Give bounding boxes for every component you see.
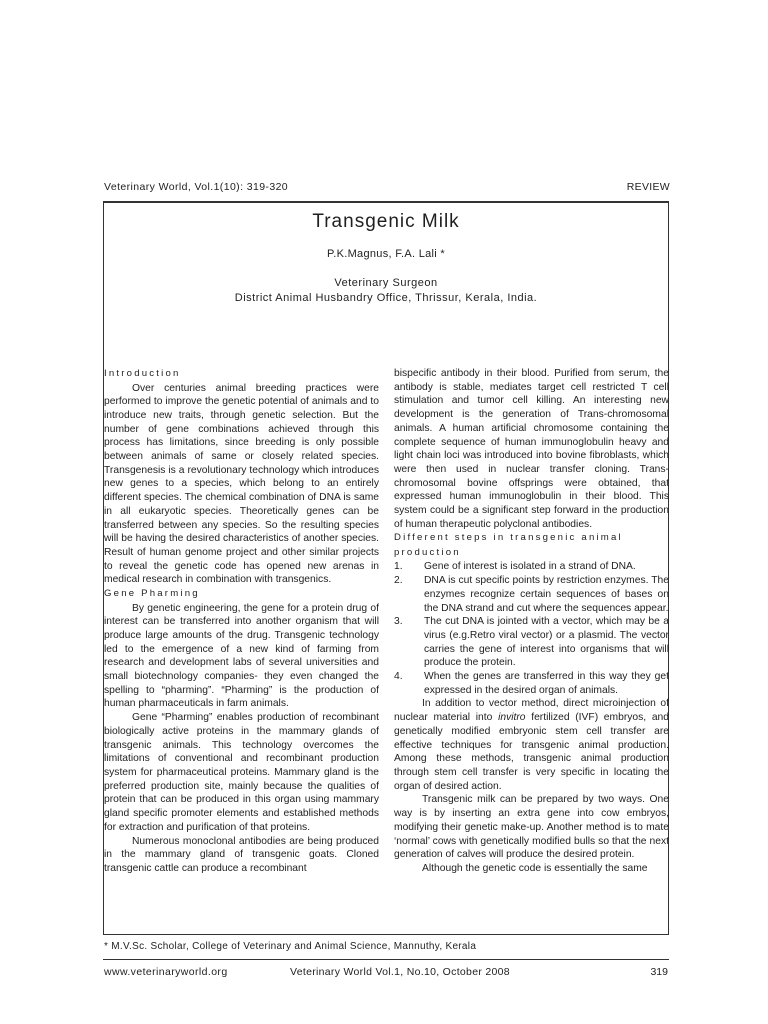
paragraph: Gene “Pharming” enables production of recombinant biologically active proteins in the mammary glands of transgenic animals. This technology overcomes the limitations of conventional and recombinant production system for pharmaceutical proteins. Mammary gland is the preferred production site, mainly because the qualities of protein that can be produced in this organ using mammary gland specific promoter elements and established methods for extraction and purification of that proteins. bbox=[104, 712, 379, 833]
paragraph: Over centuries animal breeding practices were performed to improve the genetic potential of animals and to introduce new traits, through genetic selection. But the number of gene combinations achieved through this process has limitations, since breeding is only possible between animals of same or closely related species. Transgenesis is a revolutionary technology which introduces new genes to a species, which belong to an entirely different species. The chemical combination of DNA is same in all eukaryotic species. Theoretically genes can be transferred between any species. So the resulting species will be having the desired characteristics of another species. Result of human genome project and other similar projects to reveal the genetic code has opened new arenas in medical research in combination with transgenics. bbox=[104, 382, 379, 586]
footer-website: www.veterinaryworld.org bbox=[104, 966, 228, 978]
list-item bbox=[394, 574, 669, 615]
article-title: Transgenic Milk bbox=[312, 211, 460, 232]
list-text: Gene of interest is isolated in a strand of DNA. bbox=[424, 561, 636, 573]
affiliation-line-1: Veterinary Surgeon bbox=[334, 277, 438, 289]
list-number: 1. bbox=[394, 561, 403, 573]
right-column bbox=[394, 367, 669, 876]
article-type: REVIEW bbox=[626, 181, 670, 193]
list-number: 3. bbox=[394, 616, 403, 628]
footer-divider bbox=[103, 959, 669, 960]
affiliation bbox=[103, 276, 669, 306]
page-number: 319 bbox=[650, 966, 668, 978]
paragraph: Although the genetic code is essentially the same bbox=[422, 862, 648, 874]
list-number: 2. bbox=[394, 575, 403, 587]
section-heading-steps: Different steps in transgenic animal production bbox=[394, 532, 623, 558]
journal-header: Veterinary World, Vol.1(10): 319-320 bbox=[104, 181, 289, 193]
footer-citation: Veterinary World Vol.1, No.10, October 2008 bbox=[290, 966, 510, 978]
paragraph: bispecific antibody in their blood. Purified from serum, the antibody is stable, mediates target cell restricted T cell stimulation and tumor cell killing. An interesting new development is the generation of Trans-chromosomal animals. A human artificial chromosome containing the complete sequence of human immunoglobulin heavy and light chain loci was introduced into bovine fibroblasts, which were then used in nuclear transfer cloning. Trans-chromosomal bovine offsprings were obtained, that expressed human immunoglobulin in their blood. This system could be a significant step forward in the production of human therapeutic polyclonal antibodies. bbox=[394, 368, 669, 530]
affiliation-line-2: District Animal Husbandry Office, Thrissur, Kerala, India. bbox=[234, 292, 538, 304]
paragraph: Numerous monoclonal antibodies are being produced in the mammary gland of transgenic goats. Cloned transgenic cattle can produce a recombinant bbox=[104, 835, 379, 874]
footnote: * M.V.Sc. Scholar, College of Veterinary and Animal Science, Mannuthy, Kerala bbox=[104, 941, 477, 952]
authors: P.K.Magnus, F.A. Lali * bbox=[327, 248, 445, 260]
list-item bbox=[394, 560, 669, 574]
section-heading-gene-pharming: Gene Pharming bbox=[104, 588, 200, 600]
list-text: DNA is cut specific points by restriction enzymes. The enzymes recognize certain sequences of bases on the DNA strand and cut where the sequences appear. bbox=[424, 575, 669, 614]
list-item bbox=[394, 615, 669, 670]
paragraph: Transgenic milk can be prepared by two ways. One way is by inserting an extra gene into cow embryos, modifying their genetic make-up. Another method is to mate ‘normal’ cows with genetically modified bulls so that the next generation of calves will produce the desired protein. bbox=[394, 794, 669, 861]
section-heading-introduction: Introduction bbox=[104, 368, 181, 379]
list-number: 4. bbox=[394, 671, 403, 683]
paragraph-text: In addition to vector method, direct microinjection of nuclear material into bbox=[394, 698, 669, 724]
steps-list bbox=[394, 560, 669, 697]
italic-term: invitro bbox=[498, 712, 526, 724]
paragraph-text: fertilized (IVF) embryos, and genetically modified embryonic stem cell transfer are effective techniques for transgenic animal production. Among these methods, transgenic animal production through stem cell transfer is very specific in locating the organ of desired action. bbox=[394, 712, 669, 792]
paragraph: By genetic engineering, the gene for a protein drug of interest can be transferred into another organism that will produce large amounts of the drug. Transgenic technology led to the emergence of a new kind of farming from research and development labs of several universities and small biotechnology companies- they even changed the spelling to “pharming”. “Pharming” is the production of human pharmaceuticals in farm animals. bbox=[104, 602, 379, 710]
list-item bbox=[394, 670, 669, 697]
list-text: The cut DNA is jointed with a vector, which may be a virus (e.g.Retro viral vector) or a plasmid. The vector carries the gene of interest into organisms that will produce the protein. bbox=[424, 616, 669, 669]
paragraph bbox=[394, 697, 669, 793]
list-text: When the genes are transferred in this way they get expressed in the desired organ of animals. bbox=[424, 671, 669, 696]
left-column bbox=[104, 367, 379, 876]
